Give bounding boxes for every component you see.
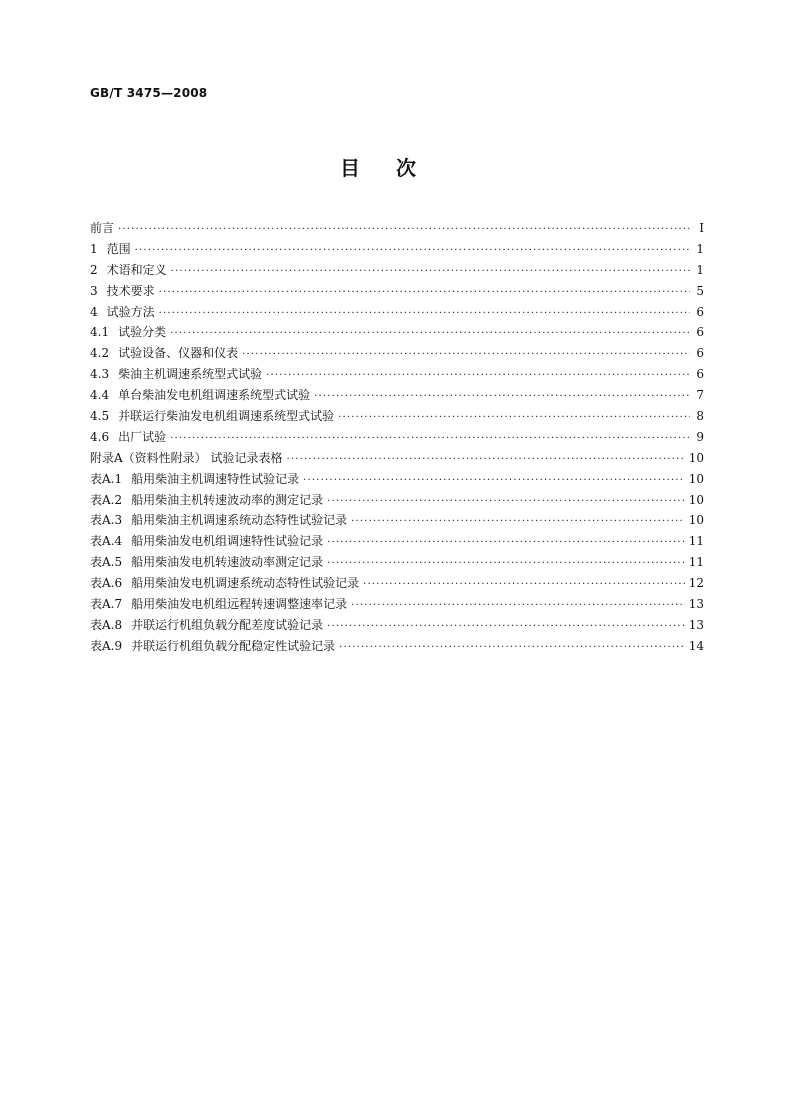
toc-entry-number: 表A.3 [90, 513, 123, 528]
toc-dot-leader [327, 492, 685, 513]
toc-entry-title: 船用柴油发电机组调速特性试验记录 [131, 534, 324, 549]
toc-entry[interactable] [90, 260, 704, 281]
toc-dot-leader [159, 283, 690, 304]
toc-entry[interactable] [90, 636, 704, 657]
toc-entry-title: 并联运行机组负载分配稳定性试验记录 [131, 638, 336, 653]
toc-entry-title: 并联运行机组负载分配差度试验记录 [131, 617, 324, 632]
toc-entry-page: 7 [696, 388, 704, 403]
toc-entry-number: 表A.6 [90, 576, 123, 591]
toc-entry-title: 附录A（资料性附录） 试验记录表格 [90, 450, 283, 465]
toc-entry[interactable] [90, 385, 704, 406]
toc-dot-leader [170, 324, 690, 345]
toc-entry-page: 6 [696, 304, 704, 319]
toc-entry-title: 船用柴油主机转速波动率的测定记录 [131, 492, 324, 507]
toc-entry-page: 6 [696, 325, 704, 340]
toc-dot-leader [170, 429, 690, 450]
toc-entry-number: 表A.7 [90, 597, 123, 612]
toc-entry-page: 14 [688, 638, 704, 653]
toc-dot-leader [303, 471, 685, 492]
toc-entry-number: 1 [90, 241, 98, 256]
toc-entry[interactable] [90, 427, 704, 448]
toc-entry-number: 表A.2 [90, 492, 123, 507]
toc-dot-leader [351, 512, 685, 533]
toc-entry[interactable] [90, 239, 704, 260]
toc-entry-number: 表A.4 [90, 534, 123, 549]
toc-entry[interactable] [90, 364, 704, 385]
toc-entry-title: 出厂试验 [118, 429, 167, 444]
toc-entry-number: 表A.5 [90, 555, 123, 570]
toc-entry-number: 4.1 [90, 325, 110, 340]
toc-entry-title: 单台柴油发电机组调速系统型式试验 [118, 388, 311, 403]
toc-entry-page: 1 [696, 262, 704, 277]
toc-entry[interactable] [90, 302, 704, 323]
toc-entry-number: 4 [90, 304, 98, 319]
toc-entry-title: 试验分类 [118, 325, 167, 340]
toc-entry[interactable] [90, 573, 704, 594]
toc-entry-title: 术语和定义 [106, 262, 167, 277]
toc-entry[interactable] [90, 343, 704, 364]
toc-entry-title: 柴油主机调速系统型式试验 [118, 367, 263, 382]
toc-entry-number: 表A.1 [90, 471, 123, 486]
toc-entry-title: 船用柴油发电机组远程转速调整速率记录 [131, 597, 348, 612]
toc-entry-page: 10 [688, 513, 704, 528]
toc-entry-number: 表A.9 [90, 638, 123, 653]
toc-entry-page: I [699, 221, 704, 235]
toc-dot-leader [351, 596, 685, 617]
toc-entry[interactable] [90, 594, 704, 615]
toc-dot-leader [338, 408, 690, 429]
toc-dot-leader [314, 387, 690, 408]
toc-entry-title: 范围 [106, 241, 131, 256]
toc-dot-leader [339, 638, 685, 659]
toc-entry[interactable] [90, 218, 704, 239]
toc-entry-page: 10 [688, 492, 704, 507]
toc-entry[interactable] [90, 510, 704, 531]
toc-dot-leader [327, 554, 685, 575]
toc-entry[interactable] [90, 281, 704, 302]
toc-dot-leader [327, 617, 685, 638]
toc-entry-page: 11 [688, 534, 704, 549]
toc-entry-page: 6 [696, 346, 704, 361]
page-title-text: 目次 [340, 156, 452, 180]
toc-entry-page: 5 [696, 283, 704, 298]
toc-entry-title: 技术要求 [106, 283, 155, 298]
toc-entry-title: 船用柴油主机调速特性试验记录 [131, 471, 300, 486]
toc-entry-number: 4.5 [90, 409, 110, 424]
toc-entry-number: 2 [90, 262, 98, 277]
toc-entry-page: 13 [688, 597, 704, 612]
toc-entry-page: 10 [688, 450, 704, 465]
toc-entry[interactable] [90, 406, 704, 427]
toc-dot-leader [159, 304, 690, 325]
toc-entry[interactable] [90, 322, 704, 343]
toc-entry-number: 4.4 [90, 388, 110, 403]
toc-dot-leader [327, 533, 685, 554]
toc-entry-page: 11 [688, 555, 704, 570]
toc-entry-title: 船用柴油主机调速系统动态特性试验记录 [131, 513, 348, 528]
table-of-contents [90, 218, 704, 657]
toc-dot-leader [135, 241, 690, 262]
toc-entry-page: 10 [688, 471, 704, 486]
toc-entry-page: 13 [688, 617, 704, 632]
standard-code: GB/T 3475—2008 [90, 86, 208, 100]
toc-entry-title: 试验设备、仪器和仪表 [118, 346, 239, 361]
toc-entry-number: 表A.8 [90, 617, 123, 632]
toc-entry-title: 船用柴油发电机转速波动率测定记录 [131, 555, 324, 570]
toc-entry-number: 4.3 [90, 367, 110, 382]
toc-dot-leader [242, 345, 690, 366]
toc-dot-leader [266, 366, 690, 387]
toc-entry-page: 12 [688, 576, 704, 591]
toc-entry[interactable] [90, 448, 704, 469]
toc-entry-title: 并联运行柴油发电机组调速系统型式试验 [118, 409, 335, 424]
toc-entry-title: 船用柴油发电机调速系统动态特性试验记录 [131, 576, 360, 591]
toc-entry-page: 9 [696, 429, 704, 444]
toc-entry-number: 4.6 [90, 429, 110, 444]
page-title [0, 152, 792, 181]
toc-dot-leader [363, 575, 685, 596]
toc-entry[interactable] [90, 531, 704, 552]
toc-dot-leader [171, 262, 690, 283]
toc-entry[interactable] [90, 469, 704, 490]
toc-dot-leader [118, 220, 690, 241]
toc-entry-page: 6 [696, 367, 704, 382]
toc-entry-page: 1 [696, 241, 704, 256]
toc-entry[interactable] [90, 615, 704, 636]
toc-entry-title: 试验方法 [106, 304, 155, 319]
toc-entry-number: 3 [90, 283, 98, 298]
toc-dot-leader [286, 450, 684, 471]
toc-entry-page: 8 [696, 409, 704, 424]
toc-entry-title: 前言 [90, 221, 115, 235]
toc-entry[interactable] [90, 490, 704, 511]
toc-entry-number: 4.2 [90, 346, 110, 361]
toc-entry[interactable] [90, 552, 704, 573]
